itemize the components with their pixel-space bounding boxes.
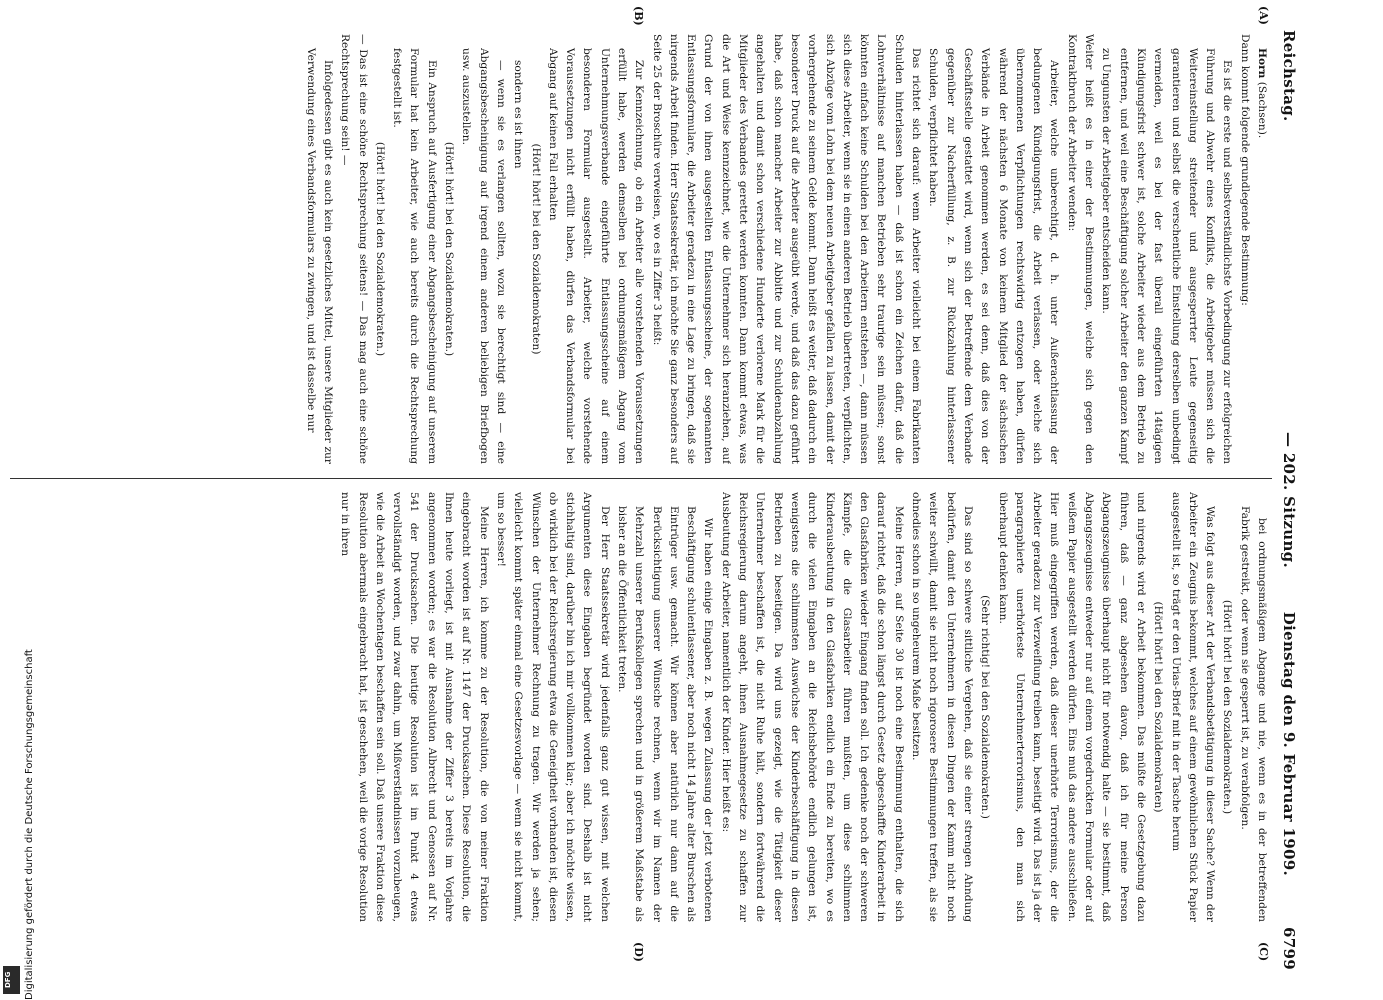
left-column-paragraph bbox=[647, 34, 924, 464]
right-column-paragraph bbox=[1166, 492, 1218, 922]
paragraph-text: Das sind so schwere sittliche Vergehen, daß sie einer strengen Ahndung bedürfen, damit den Unternehmern in diesen Dingen der Kamm nicht noch weiter schwillt, damit sie nicht noch rigorosere Bestimmungen treffen, als sie ohnedies schon in so ungeheurem Maße besitzen. bbox=[910, 492, 974, 922]
paragraph-text: (Hört! hört! bei den Sozialdemokraten) bbox=[529, 143, 542, 355]
left-column-paragraph bbox=[509, 48, 526, 464]
margin-mark-a: (A) bbox=[1257, 6, 1270, 25]
header-session: — 202. Sitzung. bbox=[1280, 432, 1298, 568]
left-column-paragraph bbox=[1235, 34, 1252, 464]
left-column-paragraph bbox=[1097, 48, 1235, 464]
right-column bbox=[10, 492, 1270, 922]
margin-mark-c: (C) bbox=[1257, 942, 1270, 962]
left-column-paragraph bbox=[544, 48, 648, 464]
right-column-paragraph bbox=[1149, 492, 1166, 922]
paragraph-text: Das richtet sich darauf: wenn Arbeiter vielleicht bei einem Fabrikanten Schulden hinterlassen haben — daß ist schon ein Zeichen dafür, daß die Lohnverhältnisse auf manchen Betrieben sehr traurige sein müssen; sonst könnten einfach keine Schulden bei den Arbeitern entstehen —, dann müssen sich diese Arbeiter, wenn sie in einen anderen Betrieb übertreten, verpflichten, sich Abzüge vom Lohn bei dem neuen Arbeitgeber gefallen zu lassen, damit der vorhergehende zu seinem Gelde kommt. Dann heißt es weiter, daß dadurch ein besonderer Druck auf die Arbeiter ausgeübt werde, und daß das dazu geführt habe, daß schon mancher Arbeiter zur Abbitte und zur Schuldenabzahlung angehalten und damit schon verschiedene Hunderte verlorene Mark für die Mitglieder des Verbandes gerettet werden konnten. Dann kommt etwas, was die Art und Weise kennzeichnet, wie die Unternehmer sich heranziehen, auf Grund der von ihnen ausgestellten Entlassungsscheine, der sogenannten Entlassungsformulare, die Arbeiter geradezu in eine Lage zu bringen, daß sie nirgends Arbeit finden. Herr Staatssekretär, ich möchte Sie ganz besonders auf Seite 25 der Broschüre verweisen, wo es in Ziffer 3 heißt: bbox=[650, 34, 923, 464]
paragraph-text: Es ist die erste und selbstverständlichste Vorbedingung zur erfolgreichen Führung und Abwehr eines Konflikts, die Arbeitgeber müssen sich die Weitereinstellung streitender und ausgesperrter Leute gegenseitig garantieren und selbst die verschentliche Einstellung derselben unbedingt vermeiden, weil es bei der fast überall eingeführten 14tägigen Kündigungsfrist schwer ist, solche Arbeiter wieder aus dem Betrieb zu entfernen, und weil eine Beschäftigung solcher Arbeiter den ganzen Kampf zu Ungunsten der Arbeitgeber entscheiden kann. bbox=[1100, 48, 1234, 464]
paragraph-text: Zur Kennzeichnung, ob ein Arbeiter alle vorstehenden Voraussetzungen erfüllt habe, werden demselben bei ordnungsmäßigem Abgang vom Unternehmungsverbande eingeführte Entlassungsscheine auf einem besonderen Formular ausgestellt. Arbeiter, welche vorstehende Voraussetzungen nicht erfüllt haben, dürfen das Verbandsformular bei Abgang auf keinen Fall erhalten bbox=[546, 48, 646, 464]
paragraph-text: Wir haben einige Eingaben z. B. wegen Zulassung der jetzt verbotenen Beschäftigung schulentlassener, aber noch nicht 14 Jahre alter Burschen als Eintrüger usw. gemacht. Wir können aber natürlich nur dann auf die Berücksichtigung unserer Wünsche rechnen, wenn wir im Namen der Mehrzahl unserer Berufskollegen sprechen und in größerem Maßstabe als bisher an die Öffentlichkeit treten. bbox=[616, 506, 715, 922]
left-column bbox=[10, 34, 1270, 464]
left-column-paragraph bbox=[301, 48, 336, 464]
rotated-page-content bbox=[0, 6, 1300, 970]
paragraph-text: und nirgends wird er Arbeit bekommen. Das müßte die Gesetzgebung dazu führen, daß — ganz abgesehen davon, daß ich für meine Person Abgangszeugnisse überhaupt nicht für notwendig halte — sie bestimmt, daß Abgangszeugnisse entweder nur auf einem vorgedruckten Formular oder auf weißem Papier ausgestellt werden dürfen. Eins muß das andere ausschließen. Hier muß eingegriffen werden, daß dieser unerhörte Terrorismus, der die Arbeiter geradezu zur Verzweiflung treiben kann, beseitigt wird. Das ist ja der paragraphierte unerhörteste Unternehmerterrorismus, den man sich überhaupt denken kann. bbox=[996, 492, 1147, 922]
paragraph-text: Dann kommt folgende grundlegende Bestimmung: bbox=[1238, 34, 1251, 306]
margin-mark-b: (B) bbox=[632, 6, 645, 26]
right-column-paragraph bbox=[907, 492, 976, 922]
left-column-paragraph bbox=[924, 48, 1062, 464]
paragraph-text: Infolgedessen gibt es auch kein gesetzliches Mittel, unsere Mitglieder zur Verwendung eines Verbandsformulars zu zwingen, und ist dasselbe nur bbox=[304, 48, 334, 464]
paragraph-text: bei ordnungsmäßigem Abgange und nie, wenn es in der betreffenden Fabrik gestreikt, oder wenn sie gesperrt ist, zu verabfolgen. bbox=[1238, 506, 1268, 922]
left-column-paragraph bbox=[440, 34, 457, 464]
paragraph-text: (Hört! hört! bei den Sozialdemokraten) bbox=[1152, 601, 1165, 813]
paragraph-text: Was folgt aus dieser Art der Verbandsbetätigung in dieser Sache? Wenn der Arbeiter ein Zeugnis bekommt, welches auf einem gewöhnlichen Stück Papier ausgestellt ist, so trägt er den Urias-Brief mit in der Tasche herum bbox=[1169, 492, 1217, 922]
paragraph-text: Weiter heißt es in einer der Bestimmungen, welche sich gegen den Kontraktbruch der Arbeiter wenden: bbox=[1065, 34, 1096, 464]
dfg-logo-text: DFG bbox=[4, 971, 12, 989]
margin-mark-d: (D) bbox=[632, 942, 645, 962]
paragraph-text: Arbeiter, welche unberechtigt, d. h. unter Außerachtlassung der bedungenen Kündigungsfrist, die Arbeit verlassen, oder welche sich übernommenen Verpflichtungen rechtswidrig entzogen haben, dürfen während der nächsten 6 Monate von keinem Mitglied der sächsischen Verbände in Arbeit genommen werden, es sei denn, daß dies von der Geschäftsstelle gestattet wird, wenn sich der Betreffende dem Verbande gegenüber zur Nacherfüllung, z. B. zur Rückzahlung hinterlassener Schulden, verpflichtet haben. bbox=[927, 48, 1061, 464]
dfg-logo bbox=[3, 966, 20, 994]
paragraph-text: (Hört! hört! bei den Sozialdemokraten.) bbox=[373, 141, 386, 357]
paragraph-text: — wenn sie es verlangen sollten, wozu sie berechtigt sind — eine Abgangsbescheinigung auf irgend einem anderen beliebigen Briefbogen usw. auszustellen. bbox=[460, 48, 507, 464]
right-column-paragraph bbox=[717, 492, 907, 922]
paragraph-text: (Sachsen). bbox=[1256, 81, 1268, 139]
right-column-paragraph bbox=[492, 492, 613, 922]
left-column-paragraph bbox=[388, 48, 440, 464]
page-header bbox=[1274, 30, 1300, 970]
paragraph-text: Ein Anspruch auf Ausfertigung einer Abgangsbescheinigung auf unserem Formular hat kein Arbeiter, wie auch bereits durch die Rechtsprechung festgestellt ist. bbox=[391, 48, 438, 464]
column-divider bbox=[10, 478, 1272, 479]
left-column-paragraph bbox=[336, 34, 371, 464]
speaker-name: Horn bbox=[1256, 48, 1268, 79]
paragraph-text: Der Herr Staatssekretär wird jedenfalls ganz gut wissen, mit welchen Argumenten diese Eingaben begründet worden sind. Deshalb ist nicht stichhaltig sind, darüber bin ich mir vollkommen klar; aber ich möchte wissen, ob wirklich bei der Reichsregierung etwa die Geneigtheit vorhanden ist, diesen Wünschen der Unternehmer Rechnung zu tragen. Wir werden ja sehen; vielleicht kommt später einmal eine Gesetzesvorlage — wenn sie nicht kommt, um so besser! bbox=[494, 492, 611, 922]
header-publication: Reichstag. bbox=[1280, 30, 1298, 122]
right-column-paragraph bbox=[336, 492, 492, 922]
left-column-paragraph bbox=[457, 48, 509, 464]
right-column-paragraph bbox=[613, 506, 717, 922]
paragraph-text: (Hört! hört! bei den Sozialdemokraten.) bbox=[443, 141, 456, 357]
right-column-paragraph bbox=[993, 492, 1149, 922]
left-column-paragraph bbox=[526, 34, 543, 464]
page-number: 6799 bbox=[1280, 927, 1298, 970]
left-column-paragraph bbox=[1062, 34, 1097, 464]
digitization-note: Digitalisierung gefördert durch die Deutsche Forschungsgemeinschaft bbox=[24, 649, 35, 1000]
paragraph-text: Meine Herren, ich komme zu der Resolution, die von meiner Fraktion eingebracht worden ist auf Nr. 1147 der Drucksachen. Diese Resolution, die Ihnen heute vorliegt, ist mit Ausnahme der Ziffer 3 bereits im Vorjahre angenommen worden; es war die Resolution Albrecht und Genossen auf Nr. 541 der Drucksachen. Die heutige Resolution ist im Punkt 4 etwas vervollständigt worden, und zwar dahin, um Mißverständnissen vorzubeugen, wie die Arbeit an Wochentagen beschaffen sein soll. Daß unsere Fraktion diese Resolution abermals eingebracht hat, ist geschehen, weil die vorige Resolution nur in ihren bbox=[339, 492, 490, 922]
paragraph-text: — Das ist eine schöne Rechtsprechung seitens! — Das mag auch eine schöne Rechtsprechung sein! — bbox=[339, 34, 369, 464]
right-column-paragraph bbox=[1235, 506, 1270, 922]
left-column-paragraph bbox=[1253, 34, 1270, 464]
paragraph-text: sondern es ist ihnen bbox=[512, 60, 525, 169]
right-column-paragraph bbox=[1218, 492, 1235, 922]
left-column-paragraph bbox=[371, 34, 388, 464]
paragraph-text: Meine Herren, auf Seite 30 ist noch eine Bestimmung enthalten, die sich darauf richtet, daß die schon längst durch Gesetz abgeschaffte Kinderarbeit in den Glasfabriken wieder Eingang finden soll. Ich gedenke noch der schweren Kämpfe, die die Glasarbeiter führen mußten, um diese schlimmen Kinderausbeutung in den Glasfabriken endlich ein Ende zu bereiten, wo es durch die vielen Eingaben an die Reichsbehörde endlich gelungen ist, wenigstens die schlimmsten Auswüchse der Kinderbeschäftigung in diesen Betrieben zu beseitigen. Da wird uns gezeigt, wie die Tätigkeit dieser Unternehmer beschaffen ist, die nicht Ruhe hält, sondern fortwährend die Reichsregierung darum angeht, ihnen Ausnahmegesetze zu schaffen zur Ausbeutung der Arbeiter, namentlich der Kinder. Hier heißt es: bbox=[719, 492, 905, 922]
header-date: Dienstag den 9. Februar 1909. bbox=[1280, 611, 1298, 876]
paragraph-text: (Sehr richtig! bei den Sozialdemokraten.) bbox=[979, 595, 992, 819]
paragraph-text: (Hört! hört! bei den Sozialdemokraten.) bbox=[1221, 599, 1234, 815]
right-column-paragraph bbox=[976, 492, 993, 922]
header-date-page bbox=[1280, 612, 1298, 970]
